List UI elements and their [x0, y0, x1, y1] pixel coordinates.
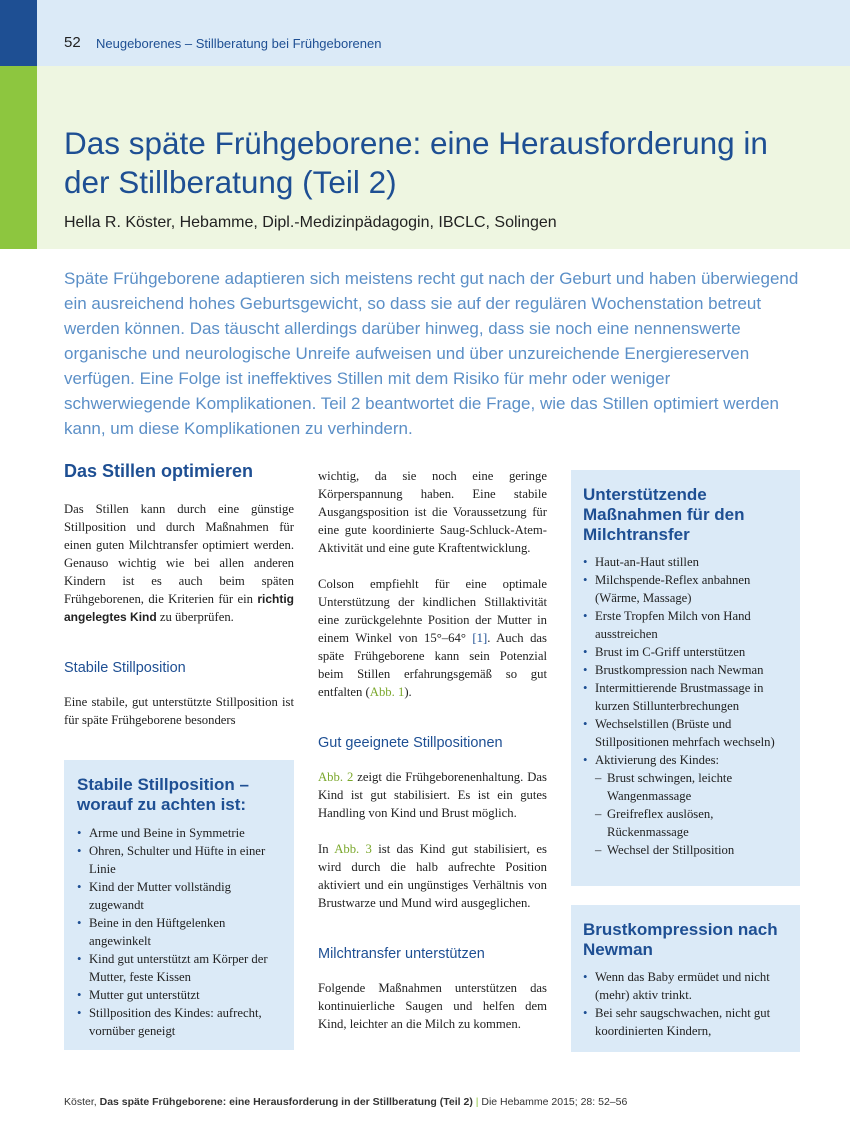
paragraph [64, 500, 294, 626]
subsection-heading: Milchtransfer unterstützen [318, 946, 485, 962]
paragraph: wichtig, da sie noch eine geringe Körperspannung haben. Eine stabile Ausgangsposition ist die Voraussetzung für eine gute koordinierte Saug-Schluck-Atem-Aktivität und eine gute Kraftentwicklung. [318, 469, 547, 555]
paragraph [318, 575, 547, 701]
figure-link[interactable]: Abb. 2 [318, 770, 354, 784]
reference-link[interactable]: [1] [472, 631, 488, 645]
paragraph-text: . Auch das späte Frühgeborene kann sein Potenzial beim Stillen erfahrungsgemäß so gut entfalten ( [318, 631, 547, 699]
info-box-stable-position [64, 760, 294, 1050]
list-item: • Mutter gut unterstützt [77, 988, 200, 1002]
paragraph-text: zeigt die Frühgeborenenhaltung. Das Kind ist gut stabilisiert. Es ist ein gutes Handling von Kind und Brust möglich. [318, 770, 547, 820]
info-box-newman [571, 905, 800, 1052]
footer-author: Köster, [64, 1096, 100, 1108]
page-number: 52 [64, 34, 81, 51]
paragraph-text: Das Stillen kann durch eine günstige Stillposition und durch Maßnahmen für einen guten Milchtransfer optimiert werden. Genauso wichtig wie bei allen anderen Kindern ist es auch beim späten Frühgeborenen, die Kriterien für ein [64, 502, 294, 606]
title-accent-tab [0, 66, 37, 249]
footer-citation: Die Hebamme 2015; 28: 52–56 [481, 1096, 628, 1108]
list-item: • Kind gut unterstützt am Körper der Mutter, feste Kissen [77, 952, 268, 984]
list-item: • Intermittierende Brustmassage in kurzen Stillunterbrechungen [583, 681, 764, 713]
bold-term: richtig angelegtes Kind [64, 592, 294, 624]
figure-link[interactable]: Abb. 1 [369, 685, 405, 699]
list-item: • Brust im C-Griff unterstützen [583, 645, 746, 659]
header-band [0, 0, 850, 66]
list-item: • Beine in den Hüftgelenken angewinkelt [77, 916, 226, 948]
subsection-heading: Stabile Stillposition [64, 660, 186, 676]
paragraph: Folgende Maßnahmen unterstützen das kontinuierliche Saugen und helfen dem Kind, leichter an die Milch zu kommen. [318, 981, 547, 1031]
box-title: Unterstützende Maßnahmen für den Milchtransfer [583, 485, 745, 544]
paragraph-text: In [318, 842, 335, 856]
list-subitem: – Greifreflex auslösen, Rückenmassage [595, 807, 714, 839]
article-abstract: Späte Frühgeborene adaptieren sich meistens recht gut nach der Geburt und haben überwiegend ein ausreichend hohes Geburtsgewicht, so dass sie auf der regulären Wochenstation betreut werden können. Das täuscht allerdings darüber hinweg, dass sie noch eine nennenswerte organische und neurologische Unreife aufweisen und über unzureichende Energiereserven verfügen. Eine Folge ist ineffektives Stillen mit dem Risiko für mehr oder weniger schwerwiegende Komplikationen. Teil 2 beantwortet die Frage, wie das Stillen optimiert werden kann, um diese Komplikationen zu verhindern. [64, 269, 799, 438]
list-item: • Aktivierung des Kindes: [583, 753, 720, 767]
box-title: Stabile Stillposition – worauf zu achten ist: [77, 775, 249, 814]
list-item: • Wenn das Baby ermüdet und nicht (mehr) aktiv trinkt. [583, 970, 770, 1002]
box-list [77, 824, 282, 1040]
running-head: Neugeborenes – Stillberatung bei Frühgeborenen [96, 36, 382, 51]
list-subitem: – Wechsel der Stillposition [595, 843, 735, 857]
list-item: • Bei sehr saugschwachen, nicht gut koordinierten Kindern, [583, 1006, 771, 1038]
section-heading: Das Stillen optimieren [64, 461, 254, 481]
article-author: Hella R. Köster, Hebamme, Dipl.-Medizinpädagogin, IBCLC, Solingen [64, 214, 557, 231]
list-item: • Wechselstillen (Brüste und Stillpositionen mehrfach wechseln) [583, 717, 775, 749]
box-list [583, 553, 793, 859]
box-list [583, 968, 793, 1040]
paragraph [318, 768, 547, 822]
list-item: • Ohren, Schulter und Hüfte in einer Linie [77, 844, 266, 876]
citation-footer [64, 1096, 627, 1108]
paragraph [318, 840, 547, 912]
list-item: • Brustkompression nach Newman [583, 663, 764, 677]
footer-separator: | [472, 1096, 482, 1108]
info-box-milk-transfer [571, 470, 800, 886]
list-item: • Arme und Beine in Symmetrie [77, 826, 245, 840]
header-accent-tab [0, 0, 37, 66]
box-title: Brustkompression nach Newman [583, 920, 778, 959]
figure-link[interactable]: Abb. 3 [334, 842, 372, 856]
list-item: • Kind der Mutter vollständig zugewandt [77, 880, 232, 912]
paragraph-text: zu überprüfen. [156, 610, 234, 624]
list-item: • Milchspende-Reflex anbahnen (Wärme, Massage) [583, 573, 751, 605]
article-title: Das späte Frühgeborene: eine Herausforderung in der Stillberatung (Teil 2) [64, 125, 768, 200]
list-item: • Haut-an-Haut stillen [583, 555, 699, 569]
paragraph-text: ist das Kind gut stabilisiert, es wird durch die halb aufrechte Position aktiviert und ein ungünstiges Verhältnis von Brustwarze und Mund wird ausgeglichen. [318, 842, 547, 910]
column-1 [64, 462, 294, 729]
paragraph-text: ). [404, 685, 412, 699]
list-subitem: – Brust schwingen, leichte Wangenmassage [595, 771, 733, 803]
column-2 [318, 467, 547, 1033]
list-item: • Erste Tropfen Milch von Hand ausstreichen [583, 609, 751, 641]
paragraph: Eine stabile, gut unterstützte Stillposition ist für späte Frühgeborene besonders [64, 695, 294, 727]
paragraph-text: Colson empfiehlt für eine optimale Unterstützung der kindlichen Stillaktivität eine zurückgelehnte Position der Mutter in einem Winkel von 15°–64° [318, 577, 547, 645]
footer-title: Das späte Frühgeborene: eine Herausforderung in der Stillberatung (Teil 2) [99, 1096, 473, 1108]
list-item: • Stillposition des Kindes: aufrecht, vornüber geneigt [77, 1006, 262, 1038]
subsection-heading: Gut geeignete Stillpositionen [318, 735, 503, 751]
